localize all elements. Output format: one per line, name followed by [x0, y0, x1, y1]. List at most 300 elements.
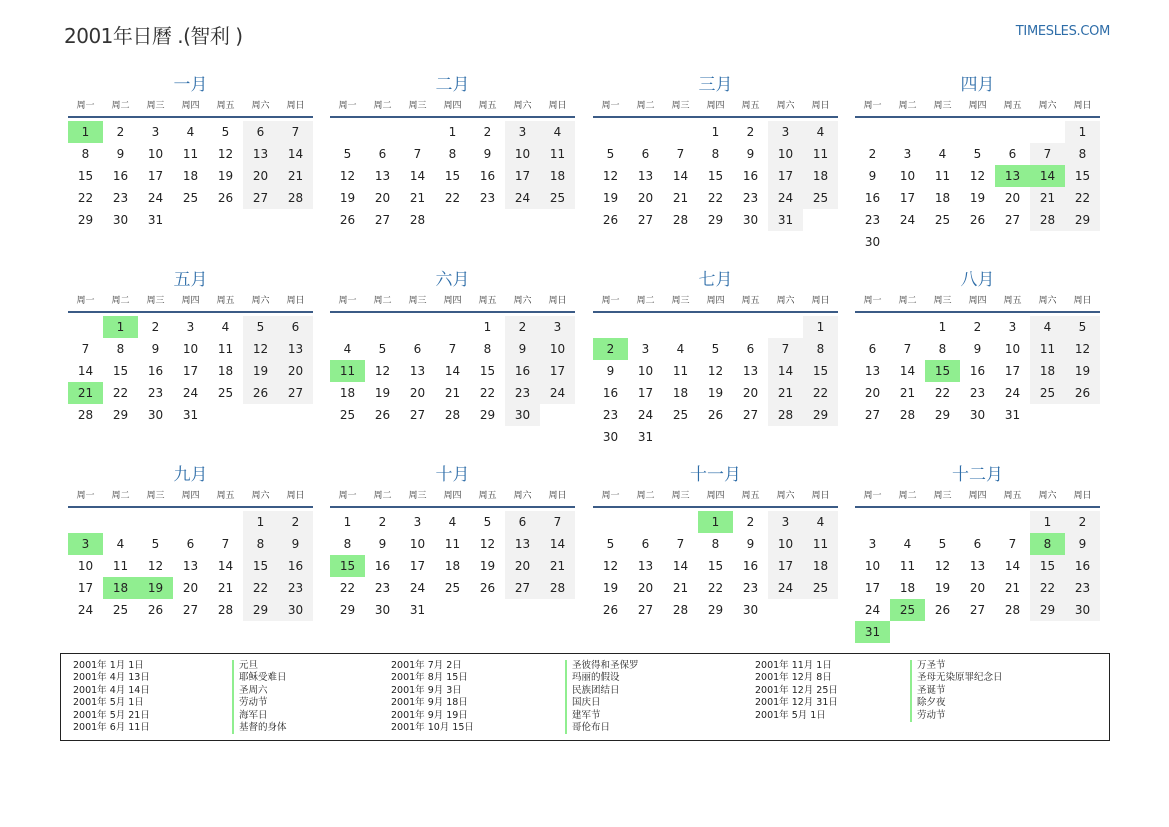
empty-day-cell — [330, 316, 365, 338]
day-cell: 26 — [243, 382, 278, 404]
holiday-name: 万圣节 — [917, 660, 946, 671]
month-title: 十二月 — [952, 465, 1003, 485]
day-cell: 17 — [1004, 364, 1021, 378]
empty-day-cell — [173, 511, 208, 533]
holiday-name: 圣母无染原罪纪念日 — [917, 672, 1003, 684]
day-cell: 14 — [768, 360, 803, 382]
day-cell: 10 — [899, 169, 916, 183]
day-cell: 1 — [448, 125, 457, 139]
day-cell: 11 — [672, 364, 689, 378]
day-cell: 15 — [1065, 165, 1100, 187]
month-title: 十一月 — [690, 465, 741, 485]
day-cell: 23 — [742, 581, 759, 595]
day-cell: 23 — [278, 577, 313, 599]
empty-day-cell — [593, 316, 628, 338]
day-cell: 5 — [711, 342, 720, 356]
holiday-day-cell: 1 — [698, 511, 733, 533]
day-cell: 5 — [483, 515, 492, 529]
empty-day-cell — [890, 316, 925, 338]
day-cell: 25 — [339, 408, 356, 422]
day-cell: 16 — [112, 169, 129, 183]
day-cell: 7 — [81, 342, 90, 356]
holiday-date: 2001年 6月 11日 — [73, 721, 150, 733]
day-cell: 21 — [409, 191, 426, 205]
day-cell: 12 — [243, 338, 278, 360]
day-cell: 14 — [409, 169, 426, 183]
day-cell: 13 — [374, 169, 391, 183]
weekday-label: 周四 — [706, 101, 725, 111]
day-cell: 9 — [278, 533, 313, 555]
weekday-label: 周日 — [548, 101, 567, 111]
day-cell: 16 — [1065, 555, 1100, 577]
weekday-label: 周六 — [776, 101, 795, 111]
month-block — [855, 267, 1100, 426]
weekday-label: 周一 — [601, 296, 620, 306]
empty-day-cell — [68, 316, 103, 338]
holiday-name: 圣周六 — [239, 684, 268, 696]
day-cell: 5 — [221, 125, 230, 139]
day-cell: 22 — [707, 191, 724, 205]
empty-day-cell — [435, 316, 470, 338]
empty-day-cell — [365, 316, 400, 338]
day-cell: 24 — [1004, 386, 1021, 400]
weekday-header — [68, 293, 313, 313]
holiday-day-cell: 18 — [103, 577, 138, 599]
day-cell: 13 — [278, 338, 313, 360]
day-cell: 24 — [637, 408, 654, 422]
day-cell: 9 — [505, 338, 540, 360]
weekday-label: 周一 — [863, 296, 882, 306]
day-cell: 26 — [602, 603, 619, 617]
weekday-label: 周二 — [636, 296, 655, 306]
day-cell: 6 — [186, 537, 195, 551]
holiday-name: 国庆日 — [572, 697, 601, 709]
day-cell: 23 — [147, 386, 164, 400]
empty-day-cell — [208, 511, 243, 533]
month-block — [855, 462, 1100, 643]
day-cell: 12 — [147, 559, 164, 573]
day-cell: 20 — [864, 386, 881, 400]
day-cell: 24 — [409, 581, 426, 595]
day-cell: 22 — [112, 386, 129, 400]
site-logo-text[interactable]: TIMESLES.COM — [1015, 24, 1110, 39]
day-cell: 30 — [969, 408, 986, 422]
calendar-grid — [68, 72, 1101, 652]
day-cell: 15 — [112, 364, 129, 378]
day-cell: 28 — [1030, 209, 1065, 231]
day-cell: 18 — [217, 364, 234, 378]
day-cell: 3 — [540, 316, 575, 338]
day-cell: 17 — [768, 165, 803, 187]
day-cell: 3 — [903, 147, 912, 161]
day-grid — [330, 316, 575, 426]
holiday-dates-col-2 — [391, 660, 474, 734]
day-cell: 18 — [444, 559, 461, 573]
holiday-day-cell: 15 — [330, 555, 365, 577]
weekday-label: 周六 — [1038, 491, 1057, 501]
day-cell: 11 — [182, 147, 199, 161]
day-cell: 10 — [147, 147, 164, 161]
day-cell: 9 — [868, 169, 877, 183]
weekday-label: 周一 — [338, 101, 357, 111]
weekday-label: 周一 — [863, 491, 882, 501]
day-cell: 29 — [934, 408, 951, 422]
day-cell: 22 — [339, 581, 356, 595]
holiday-date: 2001年 4月 14日 — [73, 684, 150, 696]
day-cell: 28 — [77, 408, 94, 422]
empty-day-cell — [995, 511, 1030, 533]
day-cell: 14 — [444, 364, 461, 378]
day-cell: 30 — [278, 599, 313, 621]
day-cell: 14 — [899, 364, 916, 378]
weekday-label: 周二 — [898, 101, 917, 111]
day-cell: 18 — [803, 165, 838, 187]
month-block — [855, 72, 1100, 253]
weekday-label: 周日 — [548, 296, 567, 306]
day-cell: 17 — [540, 360, 575, 382]
day-cell: 20 — [409, 386, 426, 400]
page-title: 2001年日曆 .(智利 ) — [64, 24, 243, 48]
day-cell: 23 — [479, 191, 496, 205]
day-cell: 7 — [1008, 537, 1017, 551]
weekday-label: 周一 — [338, 491, 357, 501]
day-cell: 22 — [444, 191, 461, 205]
day-cell: 6 — [378, 147, 387, 161]
day-cell: 14 — [217, 559, 234, 573]
day-cell: 11 — [803, 143, 838, 165]
month-block — [593, 462, 838, 621]
weekday-header — [593, 488, 838, 508]
day-grid — [330, 121, 575, 231]
empty-day-cell — [663, 121, 698, 143]
day-cell: 29 — [707, 603, 724, 617]
month-block — [68, 72, 313, 231]
day-cell: 25 — [112, 603, 129, 617]
day-cell: 15 — [707, 169, 724, 183]
day-cell: 12 — [707, 364, 724, 378]
day-cell: 10 — [768, 143, 803, 165]
holiday-name: 劳动节 — [239, 697, 268, 709]
day-cell: 30 — [864, 235, 881, 249]
weekday-label: 周五 — [478, 101, 497, 111]
day-cell: 11 — [540, 143, 575, 165]
day-grid — [855, 511, 1100, 643]
day-cell: 8 — [711, 537, 720, 551]
month-block — [68, 267, 313, 426]
day-cell: 23 — [505, 382, 540, 404]
day-cell: 26 — [1065, 382, 1100, 404]
month-block — [593, 72, 838, 231]
weekday-label: 周一 — [863, 101, 882, 111]
day-cell: 10 — [637, 364, 654, 378]
day-cell: 28 — [1004, 603, 1021, 617]
day-cell: 20 — [374, 191, 391, 205]
holiday-day-cell: 1 — [103, 316, 138, 338]
day-cell: 13 — [969, 559, 986, 573]
day-cell: 16 — [374, 559, 391, 573]
day-cell: 9 — [746, 537, 755, 551]
day-cell: 6 — [641, 537, 650, 551]
day-cell: 22 — [803, 382, 838, 404]
weekday-label: 周三 — [933, 296, 952, 306]
day-cell: 2 — [746, 515, 755, 529]
weekday-label: 周日 — [286, 491, 305, 501]
day-cell: 7 — [1030, 143, 1065, 165]
day-cell: 7 — [676, 537, 685, 551]
day-cell: 18 — [182, 169, 199, 183]
empty-day-cell — [628, 511, 663, 533]
day-cell: 28 — [444, 408, 461, 422]
day-cell: 28 — [217, 603, 234, 617]
day-cell: 10 — [77, 559, 94, 573]
day-cell: 6 — [1008, 147, 1017, 161]
day-cell: 29 — [707, 213, 724, 227]
holiday-date: 2001年 8月 15日 — [391, 672, 468, 684]
day-cell: 9 — [1065, 533, 1100, 555]
day-cell: 16 — [278, 555, 313, 577]
day-cell: 19 — [969, 191, 986, 205]
day-grid — [855, 121, 1100, 253]
holiday-list — [60, 653, 1110, 741]
holiday-date: 2001年 5月 1日 — [755, 709, 826, 721]
holiday-day-cell: 14 — [1030, 165, 1065, 187]
day-cell: 31 — [182, 408, 199, 422]
day-cell: 15 — [77, 169, 94, 183]
weekday-label: 周五 — [1003, 101, 1022, 111]
day-cell: 18 — [540, 165, 575, 187]
day-cell: 19 — [1065, 360, 1100, 382]
month-block — [330, 72, 575, 231]
holiday-name: 海军日 — [239, 709, 268, 721]
holiday-day-cell: 19 — [138, 577, 173, 599]
day-cell: 11 — [1030, 338, 1065, 360]
day-cell: 25 — [182, 191, 199, 205]
day-cell: 30 — [1065, 599, 1100, 621]
day-cell: 8 — [81, 147, 90, 161]
day-cell: 1 — [1030, 511, 1065, 533]
day-cell: 15 — [444, 169, 461, 183]
holiday-name: 建军节 — [572, 709, 601, 721]
day-cell: 2 — [278, 511, 313, 533]
weekday-label: 周六 — [513, 491, 532, 501]
day-cell: 18 — [1030, 360, 1065, 382]
empty-day-cell — [593, 121, 628, 143]
day-cell: 13 — [182, 559, 199, 573]
day-cell: 3 — [186, 320, 195, 334]
day-cell: 24 — [147, 191, 164, 205]
empty-day-cell — [960, 121, 995, 143]
empty-day-cell — [68, 511, 103, 533]
day-cell: 18 — [803, 555, 838, 577]
day-cell: 22 — [1065, 187, 1100, 209]
empty-day-cell — [733, 316, 768, 338]
day-cell: 24 — [899, 213, 916, 227]
day-cell: 15 — [803, 360, 838, 382]
day-cell: 6 — [746, 342, 755, 356]
weekday-label: 周三 — [933, 101, 952, 111]
holiday-day-cell: 2 — [593, 338, 628, 360]
day-cell: 7 — [903, 342, 912, 356]
empty-day-cell — [663, 316, 698, 338]
day-cell: 31 — [1004, 408, 1021, 422]
day-cell: 21 — [899, 386, 916, 400]
day-cell: 29 — [77, 213, 94, 227]
day-cell: 9 — [151, 342, 160, 356]
weekday-label: 周一 — [601, 491, 620, 501]
day-cell: 5 — [343, 147, 352, 161]
day-cell: 16 — [505, 360, 540, 382]
weekday-label: 周六 — [1038, 101, 1057, 111]
day-cell: 21 — [540, 555, 575, 577]
holiday-name: 劳动节 — [917, 709, 946, 721]
day-cell: 6 — [641, 147, 650, 161]
day-cell: 6 — [413, 342, 422, 356]
day-cell: 26 — [602, 213, 619, 227]
day-cell: 20 — [637, 581, 654, 595]
day-cell: 18 — [899, 581, 916, 595]
day-cell: 25 — [217, 386, 234, 400]
day-cell: 30 — [374, 603, 391, 617]
holiday-name: 玛丽的假设 — [572, 672, 620, 684]
day-cell: 20 — [969, 581, 986, 595]
day-cell: 24 — [768, 577, 803, 599]
weekday-label: 周五 — [741, 101, 760, 111]
day-cell: 25 — [1030, 382, 1065, 404]
day-cell: 27 — [182, 603, 199, 617]
day-cell: 25 — [803, 577, 838, 599]
day-cell: 22 — [479, 386, 496, 400]
day-cell: 23 — [864, 213, 881, 227]
day-cell: 6 — [973, 537, 982, 551]
day-cell: 21 — [217, 581, 234, 595]
weekday-label: 周二 — [111, 101, 130, 111]
empty-day-cell — [103, 511, 138, 533]
holiday-name: 除夕夜 — [917, 697, 946, 709]
day-cell: 13 — [864, 364, 881, 378]
weekday-header — [68, 488, 313, 508]
empty-day-cell — [890, 511, 925, 533]
day-cell: 31 — [637, 430, 654, 444]
day-cell: 10 — [768, 533, 803, 555]
day-cell: 1 — [243, 511, 278, 533]
day-cell: 6 — [505, 511, 540, 533]
day-cell: 2 — [116, 125, 125, 139]
day-cell: 28 — [409, 213, 426, 227]
day-cell: 8 — [343, 537, 352, 551]
day-cell: 17 — [899, 191, 916, 205]
day-cell: 31 — [409, 603, 426, 617]
weekday-header — [330, 293, 575, 313]
day-cell: 5 — [973, 147, 982, 161]
day-cell: 21 — [278, 165, 313, 187]
holiday-names-col-3 — [910, 660, 1003, 722]
day-cell: 17 — [637, 386, 654, 400]
day-cell: 18 — [934, 191, 951, 205]
holiday-date: 2001年 12月 31日 — [755, 697, 838, 709]
weekday-label: 周六 — [776, 491, 795, 501]
day-cell: 1 — [1065, 121, 1100, 143]
weekday-label: 周日 — [811, 491, 830, 501]
day-cell: 4 — [938, 147, 947, 161]
weekday-label: 周五 — [216, 296, 235, 306]
day-cell: 10 — [1004, 342, 1021, 356]
holiday-date: 2001年 12月 25日 — [755, 684, 838, 696]
day-cell: 11 — [803, 533, 838, 555]
holiday-date: 2001年 5月 21日 — [73, 709, 150, 721]
day-cell: 29 — [243, 599, 278, 621]
day-cell: 30 — [147, 408, 164, 422]
weekday-label: 周四 — [968, 101, 987, 111]
day-cell: 12 — [969, 169, 986, 183]
day-cell: 22 — [1030, 577, 1065, 599]
weekday-label: 周三 — [408, 101, 427, 111]
weekday-label: 周二 — [636, 101, 655, 111]
weekday-label: 周二 — [898, 491, 917, 501]
empty-day-cell — [1030, 121, 1065, 143]
holiday-dates-col-3 — [755, 660, 838, 722]
day-cell: 11 — [899, 559, 916, 573]
weekday-header — [593, 98, 838, 118]
weekday-label: 周日 — [548, 491, 567, 501]
day-cell: 27 — [409, 408, 426, 422]
holiday-day-cell: 1 — [68, 121, 103, 143]
weekday-label: 周四 — [443, 491, 462, 501]
day-cell: 25 — [540, 187, 575, 209]
weekday-label: 周四 — [706, 296, 725, 306]
day-cell: 12 — [339, 169, 356, 183]
day-cell: 9 — [483, 147, 492, 161]
day-cell: 11 — [934, 169, 951, 183]
holiday-day-cell: 8 — [1030, 533, 1065, 555]
day-cell: 5 — [243, 316, 278, 338]
weekday-label: 周一 — [76, 101, 95, 111]
day-cell: 28 — [899, 408, 916, 422]
day-cell: 12 — [602, 559, 619, 573]
empty-day-cell — [593, 511, 628, 533]
month-title: 八月 — [960, 270, 995, 290]
weekday-label: 周四 — [181, 101, 200, 111]
empty-day-cell — [400, 121, 435, 143]
day-cell: 12 — [479, 537, 496, 551]
day-cell: 15 — [1030, 555, 1065, 577]
month-title: 九月 — [173, 465, 208, 485]
day-cell: 19 — [243, 360, 278, 382]
empty-day-cell — [663, 511, 698, 533]
day-cell: 23 — [969, 386, 986, 400]
day-cell: 25 — [672, 408, 689, 422]
day-cell: 29 — [112, 408, 129, 422]
weekday-label: 周二 — [373, 101, 392, 111]
holiday-date: 2001年 1月 1日 — [73, 660, 144, 671]
day-cell: 29 — [1065, 209, 1100, 231]
holiday-day-cell: 3 — [68, 533, 103, 555]
weekday-label: 周二 — [636, 491, 655, 501]
day-cell: 3 — [768, 121, 803, 143]
empty-day-cell — [890, 121, 925, 143]
day-cell: 11 — [217, 342, 234, 356]
day-cell: 30 — [602, 430, 619, 444]
month-block — [330, 267, 575, 426]
day-cell: 27 — [742, 408, 759, 422]
holiday-date: 2001年 7月 2日 — [391, 660, 462, 671]
day-cell: 23 — [112, 191, 129, 205]
day-grid — [593, 511, 838, 621]
day-cell: 14 — [278, 143, 313, 165]
day-cell: 17 — [864, 581, 881, 595]
empty-day-cell — [628, 316, 663, 338]
holiday-date: 2001年 12月 8日 — [755, 672, 832, 684]
day-cell: 22 — [243, 577, 278, 599]
